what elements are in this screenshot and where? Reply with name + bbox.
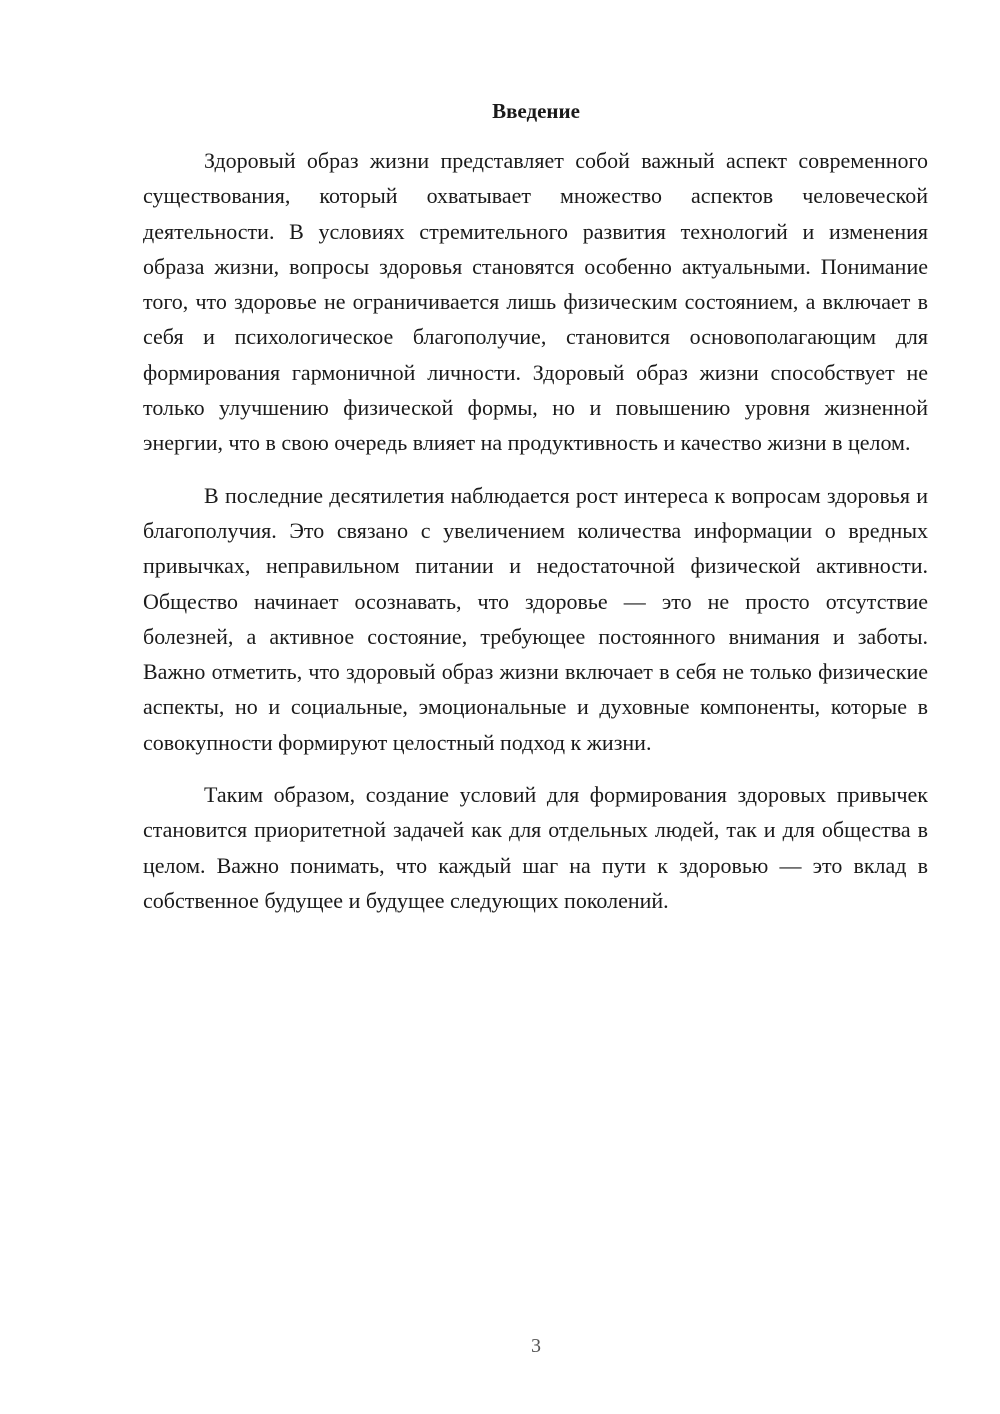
- paragraph-2: В последние десятилетия наблюдается рост интереса к вопросам здоровья и благополучия. Это связано с увеличением количества информации о вредных привычках, неправильном питании и недостаточной физической активности. Общество начинает осознавать, что здоровье — это не просто отсутствие болезней, а активное состояние, требующее постоянного внимания и заботы. Важно отметить, что здоровый образ жизни включает в себя не только физические аспекты, но и социальные, эмоциональные и духовные компоненты, которые в совокупности формируют целостный подход к жизни.: [143, 482, 928, 755]
- paragraph-3: Таким образом, создание условий для формирования здоровых привычек становится приоритетной задачей как для отдельных людей, так и для общества в целом. Важно понимать, что каждый шаг на пути к здоровью — это вклад в собственное будущее и будущее следующих поколений.: [143, 782, 928, 913]
- paragraph-1: Здоровый образ жизни представляет собой важный аспект современного существования, который охватывает множество аспектов человеческой деятельности. В условиях стремительного развития технологий и изменения образа жизни, вопросы здоровья становятся особенно актуальными. Понимание того, что здоровье не ограничивается лишь физическим состоянием, а включает в себя и психологическое благополучие, становится основополагающим для формирования гармоничной личности. Здоровый образ жизни способствует не только улучшению физической формы, но и повышению уровня жизненной энергии, что в свою очередь влияет на продуктивность и качество жизни в целом.: [143, 148, 928, 456]
- section-heading: Введение: [492, 99, 580, 123]
- body-text: [143, 143, 928, 918]
- page-number: 3: [531, 1335, 541, 1357]
